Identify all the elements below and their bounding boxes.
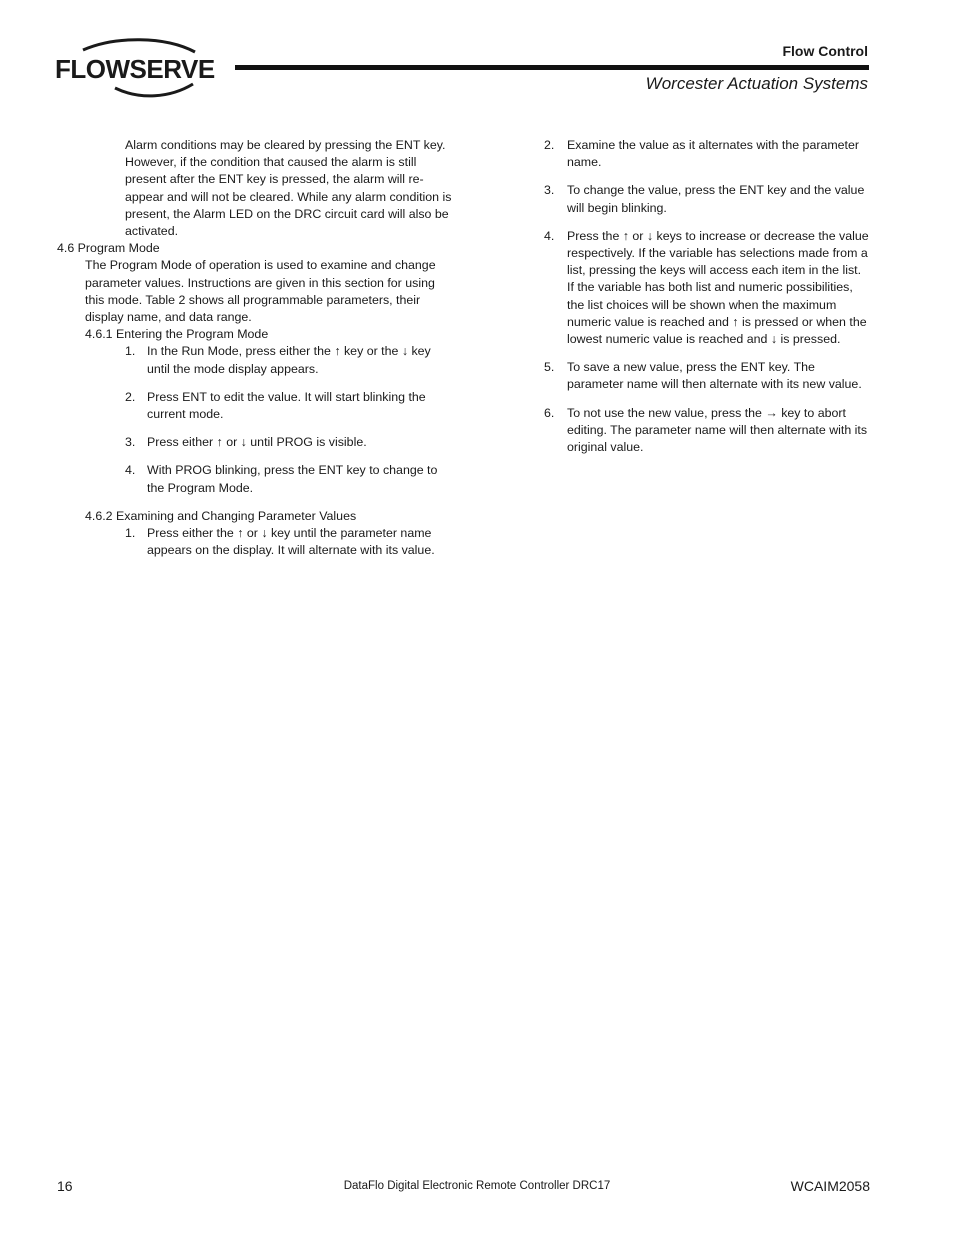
page-number: 16 (57, 1178, 73, 1194)
list-item-text: To save a new value, press the ENT key. The parameter name will then alternate with its new value. (567, 360, 862, 392)
list-item-number: 2. (125, 389, 136, 404)
list-item-number: 1. (125, 344, 136, 359)
section-heading-4-6-2: 4.6.2 Examining and Changing Parameter Values (85, 508, 357, 523)
list-item (544, 228, 869, 348)
list-item-number: 1. (125, 526, 136, 541)
list-item (125, 389, 452, 423)
header-rule (235, 65, 869, 70)
list-item (544, 359, 869, 393)
examining-steps-list (57, 525, 452, 559)
list-item-number: 5. (544, 360, 555, 375)
list-item-text: Examine the value as it alternates with the parameter name. (567, 138, 860, 170)
list-item (125, 525, 452, 559)
list-item-text: To not use the new value, press the → key to abort editing. The parameter name will then alternate with its original value. (567, 405, 868, 455)
list-item (544, 182, 869, 216)
list-item (544, 137, 869, 171)
right-column (544, 137, 869, 467)
section-heading-4-6-1: 4.6.1 Entering the Program Mode (85, 327, 269, 342)
list-item (125, 434, 452, 451)
list-item-number: 3. (544, 183, 555, 198)
logo-wordmark: FLOWSERVE (55, 54, 215, 84)
list-item-text: In the Run Mode, press either the ↑ key or the ↓ key until the mode display appears. (147, 344, 431, 376)
list-item-number: 4. (125, 463, 136, 478)
list-item (544, 405, 869, 457)
list-item-text: Press either ↑ or ↓ until PROG is visible. (147, 435, 367, 450)
section-heading-4-6: 4.6 Program Mode (57, 241, 160, 256)
document-code: WCAIM2058 (790, 1178, 870, 1194)
list-item (125, 343, 452, 377)
list-item-number: 4. (544, 228, 555, 243)
list-item-number: 3. (125, 435, 136, 450)
list-item (125, 462, 452, 496)
list-item-number: 6. (544, 405, 555, 420)
division-label: Flow Control (782, 43, 868, 59)
list-item-text: Press either the ↑ or ↓ key until the parameter name appears on the display. It will alternate with its value. (147, 526, 435, 558)
list-item-number: 2. (544, 138, 555, 152)
left-column (57, 137, 452, 570)
list-item-text: With PROG blinking, press the ENT key to change to the Program Mode. (147, 463, 438, 495)
alarm-paragraph: Alarm conditions may be cleared by pressing the ENT key. However, if the condition that caused the alarm is still present after the ENT key is pressed, the alarm will re-appear and will not be cleared. While any alarm condition is present, the Alarm LED on the DRC circuit card will also be activated. (125, 138, 452, 239)
list-item-text: To change the value, press the ENT key and the value will begin blinking. (567, 183, 865, 215)
entering-steps-list (57, 343, 452, 496)
flowserve-logo (55, 38, 215, 100)
list-item-text: Press ENT to edit the value. It will start blinking the current mode. (147, 389, 426, 422)
document-title: DataFlo Digital Electronic Remote Controller DRC17 (343, 1180, 611, 1192)
header-subtitle: Worcester Actuation Systems (645, 74, 868, 93)
list-item-text: Press the ↑ or ↓ keys to increase or decrease the value respectively. If the variable has selections made from a list, pressing the keys will access each item in the list. If the variable has both list and numeric possibilities, the list choices will be shown when the maximum numeric value is reached and ↑ is pressed or when the lowest numeric value is reached and ↓ is pressed. (567, 228, 869, 347)
program-mode-paragraph: The Program Mode of operation is used to examine and change parameter values. Instructions are given in this section for using this mode. Table 2 shows all programmable parameters, their display name, and data range. (85, 258, 436, 325)
